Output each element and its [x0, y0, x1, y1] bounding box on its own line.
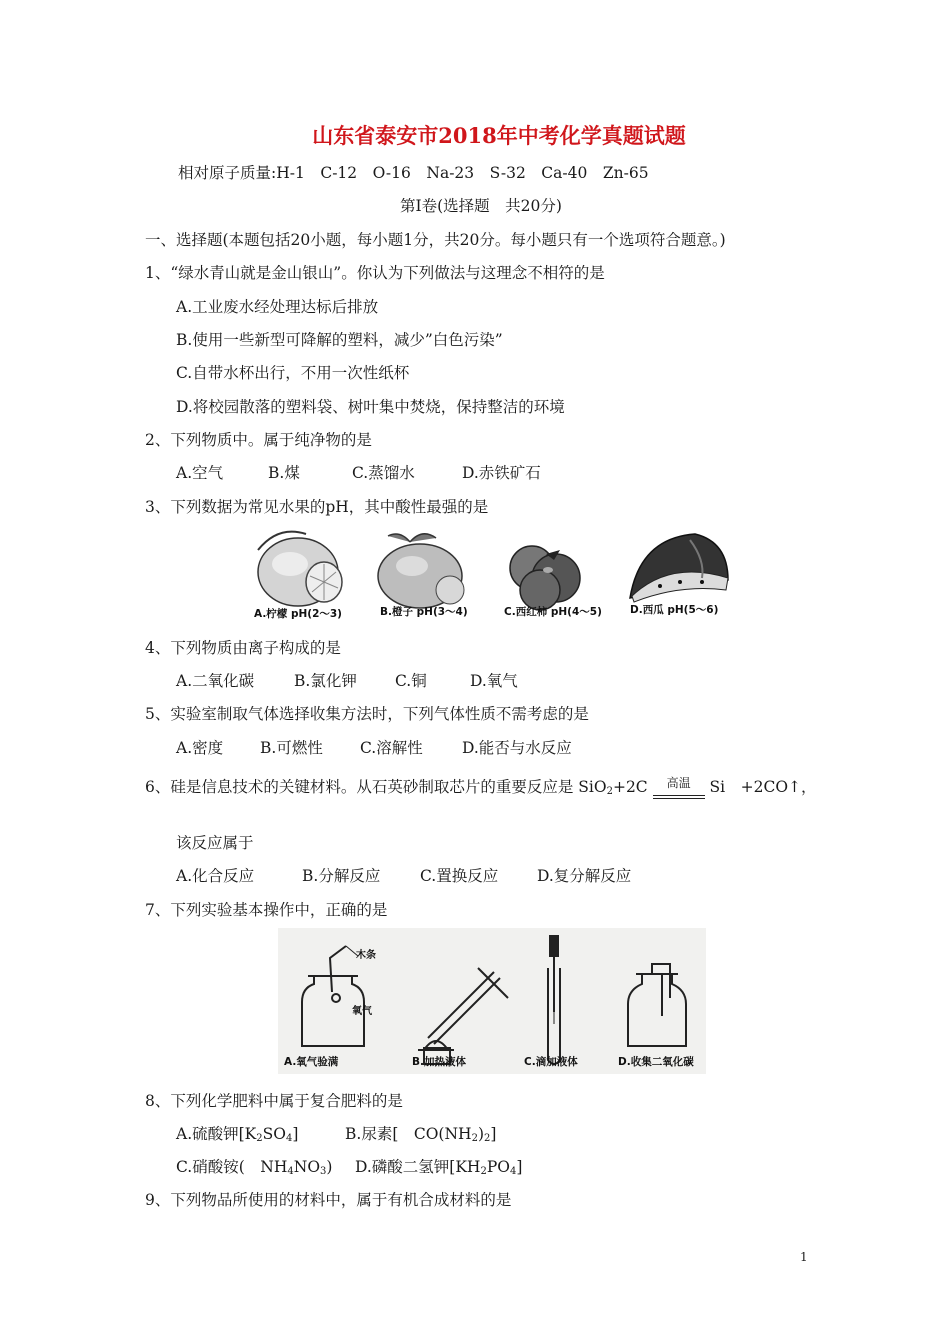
- q7-option-a: A.氧气验满: [284, 1056, 339, 1068]
- q8-option-b: B.尿素[ $CO(NH_2)_2$]: [345, 1125, 497, 1144]
- q6-option-c: C.置换反应: [420, 867, 499, 885]
- atomic-masses: 相对原子质量:H-1 C-12 O-16 Na-23 S-32 Ca-40 Zn-65: [178, 164, 649, 182]
- q6-stem-cont: 该反应属于: [176, 834, 254, 852]
- q3-stem: 3、下列数据为常见水果的pH，其中酸性最强的是: [145, 498, 489, 516]
- q6-product: Si +2CO↑，: [709, 778, 817, 796]
- q2-option-b: B.煤: [268, 464, 300, 482]
- q5-option-c: C.溶解性: [360, 739, 423, 757]
- q4-option-b: B.氯化钾: [294, 672, 357, 690]
- q8-option-a: A.硫酸钾$[K_2SO_4]$: [176, 1125, 299, 1144]
- q4-option-a: A.二氧化碳: [176, 672, 255, 690]
- lab-figure: [278, 928, 706, 1074]
- q3-option-b: B.橙子 pH(3～4): [380, 606, 468, 618]
- q6-arrow-line-1: [653, 795, 705, 796]
- q6-reactant: +2C: [612, 778, 648, 796]
- page-title: 山东省泰安市2018年中考化学真题试题: [312, 123, 686, 148]
- label-wood-splint: 木条: [356, 950, 376, 961]
- q4-option-d: D.氧气: [470, 672, 518, 690]
- q5-option-b: B.可燃性: [260, 739, 323, 757]
- oxygen-bottle-image: [302, 946, 364, 1046]
- q6-stem-prefix: 6、硅是信息技术的关键材料。从石英砂制取芯片的重要反应是 SiO: [145, 778, 607, 796]
- q4-stem: 4、下列物质由离子构成的是: [145, 639, 341, 657]
- q2-option-c: C.蒸馏水: [352, 464, 415, 482]
- tomato-image: [510, 546, 580, 610]
- q9-stem: 9、下列物品所使用的材料中，属于有机合成材料的是: [145, 1191, 512, 1209]
- q3-option-d: D.西瓜 pH(5～6): [630, 604, 719, 616]
- q6-sub: 2: [606, 786, 613, 797]
- heating-liquid-image: [418, 968, 508, 1064]
- q1-option-d: D.将校园散落的塑料袋、树叶集中焚烧，保持整洁的环境: [176, 398, 565, 416]
- watermelon-image: [630, 534, 728, 602]
- label-oxygen: 氧气: [352, 1006, 372, 1017]
- q1-option-c: C.自带水杯出行，不用一次性纸杯: [176, 364, 410, 382]
- q2-stem: 2、下列物质中。属于纯净物的是: [145, 431, 372, 449]
- part-intro: 一、选择题(本题包括20小题，每小题1分，共20分。每小题只有一个选项符合题意。): [145, 231, 726, 249]
- q2-option-a: A.空气: [176, 464, 224, 482]
- dropper-tube-image: [548, 936, 560, 1064]
- q8-stem: 8、下列化学肥料中属于复合肥料的是: [145, 1092, 403, 1110]
- q7-option-c: C.滴加液体: [524, 1056, 578, 1068]
- q5-stem: 5、实验室制取气体选择收集方法时，下列气体性质不需考虑的是: [145, 705, 589, 723]
- q1-stem: 1、“绿水青山就是金山银山”。你认为下列做法与这理念不相符的是: [145, 264, 605, 282]
- q6-option-b: B.分解反应: [302, 867, 381, 885]
- gas-collection-image: [628, 964, 686, 1046]
- q3-option-a: A.柠檬 pH(2～3): [254, 608, 342, 620]
- q3-option-c: C.西红柿 pH(4～5): [504, 606, 602, 618]
- q5-option-d: D.能否与水反应: [462, 739, 572, 757]
- q6-condition-text: 高温: [666, 776, 691, 790]
- q6-option-a: A.化合反应: [176, 867, 255, 885]
- q2-option-d: D.赤铁矿石: [462, 464, 541, 482]
- fruit-figure: [250, 520, 740, 622]
- q1-option-a: A.工业废水经处理达标后排放: [176, 298, 379, 316]
- q6-arrow-line-2: [653, 798, 705, 799]
- q7-stem: 7、下列实验基本操作中，正确的是: [145, 901, 388, 919]
- q6-option-d: D.复分解反应: [537, 867, 632, 885]
- q8-option-c: C.硝酸铵( $NH_4NO_3$): [176, 1158, 333, 1177]
- q1-option-b: B.使用一些新型可降解的塑料，减少”白色污染”: [176, 331, 503, 349]
- page-number: 1: [800, 1250, 808, 1264]
- q7-option-b: B.加热液体: [412, 1056, 466, 1068]
- q7-option-d: D.收集二氧化碳: [618, 1056, 694, 1068]
- orange-image: [378, 534, 464, 608]
- lemon-image: [258, 532, 342, 606]
- section-title: 第I卷(选择题 共20分): [400, 197, 562, 215]
- q4-option-c: C.铜: [395, 672, 427, 690]
- q6-stem: [145, 777, 817, 802]
- q5-option-a: A.密度: [176, 739, 224, 757]
- q8-option-d: D.磷酸二氢钾$[KH_2PO_4]$: [355, 1158, 523, 1177]
- lab-illustrations: [278, 928, 706, 1074]
- q6-reaction-condition: [653, 778, 705, 798]
